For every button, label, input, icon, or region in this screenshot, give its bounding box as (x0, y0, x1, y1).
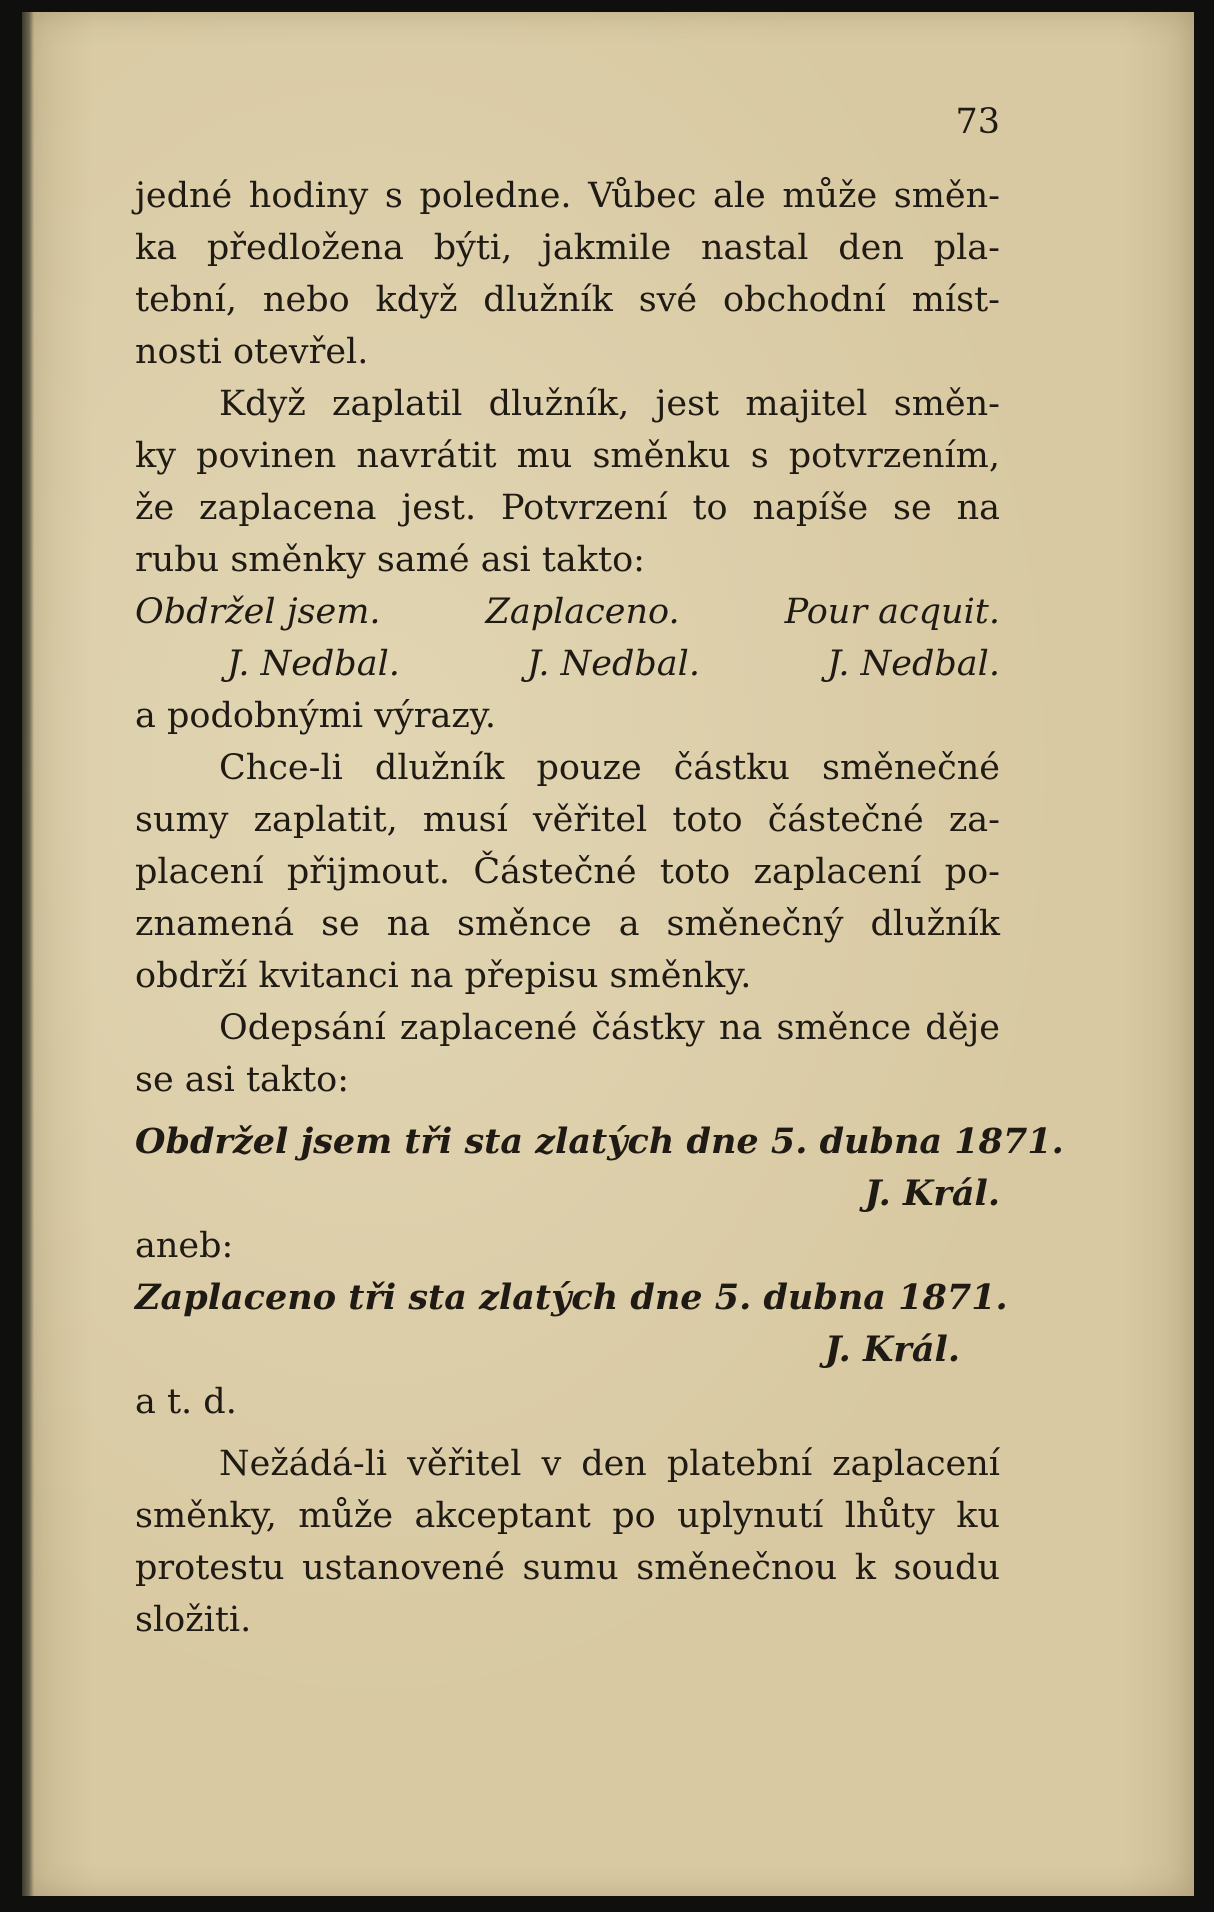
receipt-signature-3: J. Nedbal. (827, 644, 1000, 684)
receipt-signature-2: J. Nedbal. (527, 644, 700, 684)
paragraph-2 (135, 378, 1000, 586)
text-line: placení přijmout. Částečné toto zaplacení po- (135, 852, 1000, 892)
receipt-signature-1: J. Nedbal. (227, 644, 400, 684)
example-2 (135, 1272, 1008, 1376)
receipt-signatures (135, 638, 1000, 690)
text-line: Chce-li dlužník pouze částku směnečné (219, 748, 1000, 788)
spacer (135, 1428, 1000, 1438)
text-line: Nežádá-li věřitel v den platební zaplacení (219, 1444, 1000, 1484)
text-line: aneb: (135, 1226, 234, 1266)
receipt-phrase-2: Zaplaceno. (485, 592, 680, 632)
text-line: se asi takto: (135, 1060, 350, 1100)
page-gutter (22, 12, 34, 1896)
text-line: jedné hodiny s poledne. Vůbec ale může směn- (135, 176, 1000, 216)
example-1 (135, 1116, 1064, 1220)
text-line: sumy zaplatit, musí věřitel toto částečné za- (135, 800, 1000, 840)
text-line: tební, nebo když dlužník své obchodní míst- (135, 280, 1000, 320)
receipt-phrase-3: Pour acquit. (784, 592, 1000, 632)
paragraph-1 (135, 170, 1000, 378)
text-line: a podobnými výrazy. (135, 696, 497, 736)
text-line: Odepsání zaplacené částky na směnce děje (219, 1008, 1000, 1048)
text-line: protestu ustanovené sumu směnečnou k soudu (135, 1548, 1000, 1588)
page-body (135, 170, 1064, 1646)
paragraph-4 (135, 1002, 1000, 1106)
example-text: Zaplaceno tři sta zlatých dne 5. dubna 1871. (135, 1277, 1008, 1318)
text-line: a t. d. (135, 1382, 237, 1422)
text-line: ka předložena býti, jakmile nastal den pla- (135, 228, 1000, 268)
text-line: složiti. (135, 1600, 252, 1640)
text-line: nosti otevřel. (135, 332, 369, 372)
text-line: Když zaplatil dlužník, jest majitel směn- (219, 384, 1000, 424)
text-line: znamená se na směnce a směnečný dlužník (135, 904, 1000, 944)
example-signature: J. Král. (864, 1173, 1000, 1214)
spacer (135, 1106, 1000, 1116)
paragraph-5 (135, 1438, 1000, 1646)
paragraph-3 (135, 742, 1000, 1002)
text-line: rubu směnky samé asi takto: (135, 540, 645, 580)
text-line: že zaplacena jest. Potvrzení to napíše se na (135, 488, 1000, 528)
text-line: obdrží kvitanci na přepisu směnky. (135, 956, 752, 996)
example-text: Obdržel jsem tři sta zlatých dne 5. dubna 1871. (135, 1121, 1064, 1162)
receipt-phrases (135, 586, 1000, 638)
receipt-phrase-1: Obdržel jsem. (135, 592, 381, 632)
text-line: směnky, může akceptant po uplynutí lhůty ku (135, 1496, 1000, 1536)
text-line: ky povinen navrátit mu směnku s potvrzením, (135, 436, 1000, 476)
page-number: 73 (955, 102, 1000, 142)
example-signature: J. Král. (824, 1329, 960, 1370)
